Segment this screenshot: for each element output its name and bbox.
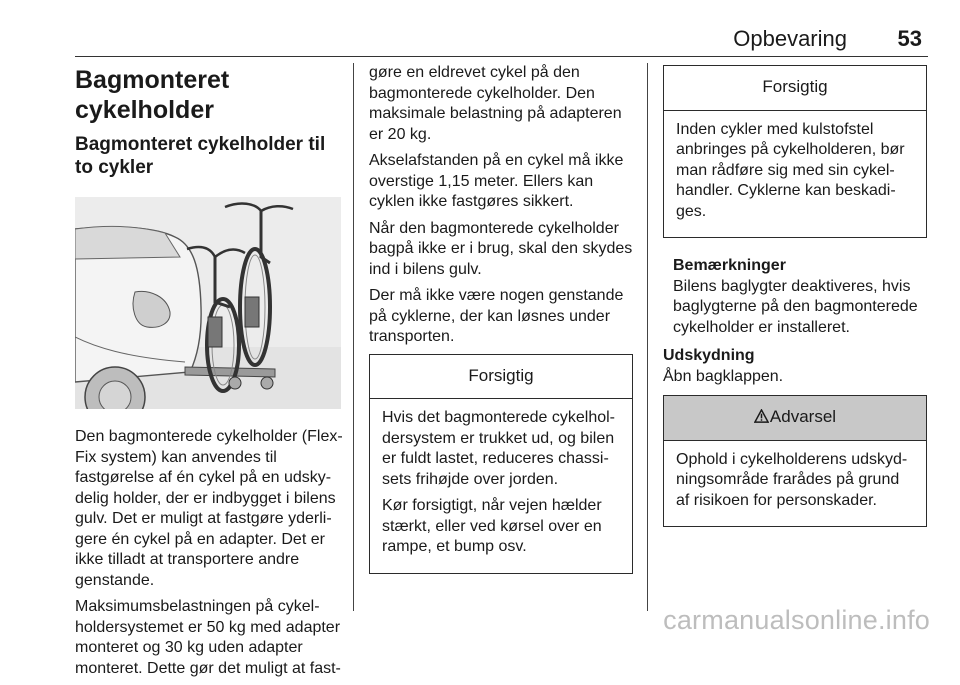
warning-box	[663, 395, 927, 527]
warning-text: Ophold i cykelholderens udskyd-ningsområde frarådes på grund af risikoen for personskader.	[676, 450, 908, 509]
paragraph: Akselafstanden på en cykel må ikke overstige 1,15 meter. Ellers kan cyklen ikke fastgøres sikkert.	[369, 152, 624, 210]
note-text: Bilens baglygter deaktiveres, hvis baglygterne på den bagmonterede cykelholder er installeret.	[673, 277, 918, 336]
column-divider	[647, 63, 648, 611]
caution-text: Inden cykler med kulstofstel anbringes på cykelholderen, bør man rådføre sig med sin cykel-handler. Cyklerne kan beskadi-ges.	[676, 120, 905, 220]
caution-body	[664, 111, 926, 238]
paragraph: gøre en eldrevet cykel på den bagmonterede cykelholder. Den maksimale belastning på adapteren er 20 kg.	[369, 64, 622, 143]
caution-box	[663, 65, 927, 238]
paragraph: Der må ikke være nogen genstande på cyklerne, der kan løsnes under transporten.	[369, 287, 624, 345]
paragraph: Den bagmonterede cykelholder (Flex-Fix system) kan anvendes til fastgørelse af én cykel på en udsky-delig holder, der er indbygget i bilens gulv. Det er muligt at fastgøre yderli-gere én cykel på en adapter. Det er ikke tilladt at transportere andre genstande.	[75, 428, 343, 589]
page-header	[0, 26, 960, 54]
paragraph: Maksimumsbelastningen på cykel-holdersystemet er 50 kg med adapter monteret og 30 kg uden adapter monteret. Dette gør det muligt at fast-	[75, 598, 341, 677]
warning-header	[664, 396, 926, 441]
column-1	[75, 63, 343, 685]
paragraph: Når den bagmonterede cykelholder bagpå ikke er i brug, skal den skydes ind i bilens gulv.	[369, 219, 633, 278]
column-2	[369, 63, 633, 588]
warning-title: Advarsel	[769, 407, 837, 426]
note-title: Bemærkninger	[673, 257, 786, 274]
warning-body	[664, 441, 926, 527]
header-rule	[75, 56, 928, 57]
car-with-bike-carrier-illustration	[75, 197, 341, 409]
caution-text: Kør forsigtigt, når vejen hælder stærkt, eller ved kørsel over en rampe, et bump osv.	[382, 497, 602, 555]
chapter-heading: Bagmonteret cykelholder	[75, 66, 230, 124]
warning-triangle-icon	[754, 409, 769, 423]
caution-box	[369, 354, 633, 574]
section-title: Opbevaring	[733, 26, 847, 51]
caution-text: Hvis det bagmonterede cykelhol-dersystem er trukket ud, og bilen er fuldt lastet, reduceres chassi-sets frihøjde over jorden.	[382, 409, 616, 488]
caution-title: Forsigtig	[664, 66, 926, 111]
column-divider	[353, 63, 354, 611]
note-block	[663, 256, 927, 338]
section-heading: Udskydning	[663, 347, 755, 364]
watermark: carmanualsonline.info	[663, 605, 930, 635]
caution-body	[370, 399, 632, 573]
sub-heading: Bagmonteret cykelholder til to cykler	[75, 134, 326, 178]
caution-title: Forsigtig	[370, 355, 632, 400]
paragraph: Åbn bagklappen.	[663, 367, 784, 385]
page-number: 53	[897, 26, 922, 51]
column-3	[663, 63, 927, 541]
